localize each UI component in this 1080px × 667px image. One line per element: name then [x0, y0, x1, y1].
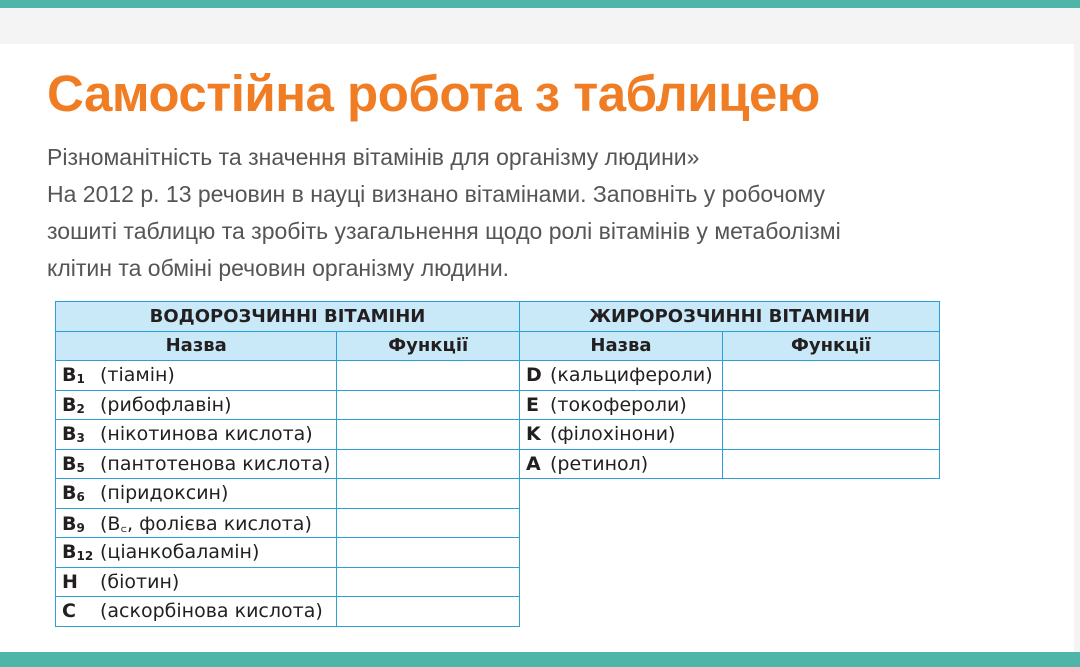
- vitamin-subscript: 12: [76, 549, 94, 564]
- fat-table-header: ЖИРОРОЗЧИННІ ВІТАМІНИ: [520, 302, 940, 332]
- vitamin-subscript: 5: [76, 460, 85, 475]
- vitamin-letter: A: [526, 452, 541, 475]
- table-row: [56, 597, 520, 627]
- vitamin-code: [62, 513, 100, 535]
- table-row: [56, 420, 520, 450]
- vitamin-letter: B: [62, 541, 77, 564]
- table-row: [520, 449, 940, 479]
- functions-cell: [337, 420, 520, 450]
- table-row: [520, 361, 940, 391]
- table-row: [56, 390, 520, 420]
- vitamin-letter: B: [62, 452, 77, 475]
- vitamin-code: [526, 453, 550, 475]
- functions-cell: [337, 479, 520, 509]
- table-row: [520, 420, 940, 450]
- vitamin-name-cell: [56, 538, 337, 568]
- vitamin-letter: B: [62, 482, 77, 505]
- functions-cell: [722, 361, 939, 391]
- fat-soluble-vitamins-table: [519, 301, 940, 479]
- column-header-functions: Функції: [337, 331, 520, 361]
- vitamin-chemical-name: (B꜀, фолієва кислота): [100, 512, 312, 535]
- table-row: [56, 567, 520, 597]
- top-accent-bar: [0, 0, 1080, 8]
- vitamin-chemical-name: (рибофлавін): [100, 393, 232, 416]
- paragraph-line: На 2012 р. 13 речовин в науці визнано вітамінами. Заповніть у робочому: [47, 181, 826, 207]
- vitamin-letter: B: [62, 423, 77, 446]
- table-row: [56, 538, 520, 568]
- vitamin-name-cell: [56, 479, 337, 509]
- vitamin-name-cell: [520, 449, 723, 479]
- vitamin-name-cell: [56, 420, 337, 450]
- vitamin-chemical-name: (ціанкобаламін): [100, 541, 260, 564]
- functions-cell: [337, 597, 520, 627]
- vitamin-chemical-name: (токофероли): [550, 393, 687, 416]
- vitamin-name-cell: [520, 390, 723, 420]
- vitamin-name-cell: [56, 449, 337, 479]
- bottom-accent-bar: [0, 652, 1080, 667]
- table-row: [56, 361, 520, 391]
- functions-cell: [337, 508, 520, 538]
- table-row: [56, 479, 520, 509]
- column-header-name: Назва: [520, 331, 723, 361]
- table-row: [56, 449, 520, 479]
- functions-cell: [337, 538, 520, 568]
- paragraph-line: клітин та обміні речовин організму людини.: [47, 255, 510, 281]
- vitamin-name-cell: [520, 420, 723, 450]
- vitamin-chemical-name: (аскорбінова кислота): [100, 600, 323, 623]
- vitamin-subscript: 1: [76, 372, 85, 387]
- vitamin-code: [62, 423, 100, 445]
- vitamin-name-cell: [520, 361, 723, 391]
- water-table-header: ВОДОРОЗЧИННІ ВІТАМІНИ: [56, 302, 520, 332]
- vitamin-letter: B: [62, 364, 77, 387]
- vitamin-code: [62, 364, 100, 386]
- vitamin-subscript: 9: [76, 520, 85, 535]
- vitamin-letter: H: [62, 570, 78, 593]
- vitamin-code: [526, 364, 550, 386]
- table-row: [520, 390, 940, 420]
- functions-cell: [337, 390, 520, 420]
- paragraph-line: зошиті таблицю та зробіть узагальнення щодо ролі вітамінів у метаболізмі: [47, 218, 841, 244]
- vitamin-letter: E: [526, 393, 539, 416]
- vitamin-chemical-name: (нікотинова кислота): [100, 423, 313, 446]
- vitamin-letter: B: [62, 512, 77, 535]
- vitamin-name-cell: [56, 390, 337, 420]
- vitamin-name-cell: [56, 361, 337, 391]
- vitamin-chemical-name: (біотин): [100, 570, 180, 593]
- vitamin-code: [62, 394, 100, 416]
- functions-cell: [337, 567, 520, 597]
- vitamin-letter: B: [62, 393, 77, 416]
- vitamin-code: [62, 453, 100, 475]
- paragraph-line: Різноманітність та значення вітамінів для організму людини»: [47, 144, 700, 170]
- vitamin-subscript: 3: [76, 431, 85, 446]
- vitamin-chemical-name: (кальцифероли): [550, 364, 713, 387]
- vitamin-code: [526, 423, 550, 445]
- column-header-name: Назва: [56, 331, 337, 361]
- vitamin-subscript: 6: [76, 490, 85, 505]
- vitamin-code: [62, 571, 100, 593]
- vitamin-name-cell: [56, 567, 337, 597]
- functions-cell: [337, 449, 520, 479]
- functions-cell: [722, 390, 939, 420]
- vitamin-chemical-name: (піридоксин): [100, 482, 229, 505]
- vitamin-chemical-name: (ретинол): [550, 452, 649, 475]
- functions-cell: [722, 420, 939, 450]
- vitamin-chemical-name: (філохінони): [550, 423, 676, 446]
- vitamin-name-cell: [56, 508, 337, 538]
- slide-paragraph: [47, 139, 1027, 287]
- vitamin-name-cell: [56, 597, 337, 627]
- table-row: [56, 508, 520, 538]
- vitamin-subscript: 2: [76, 401, 85, 416]
- functions-cell: [722, 449, 939, 479]
- water-soluble-vitamins-table: [55, 301, 520, 627]
- vitamin-code: [62, 541, 100, 563]
- vitamin-letter: C: [62, 600, 76, 623]
- vitamin-chemical-name: (пантотенова кислота): [100, 452, 331, 475]
- vitamin-code: [62, 482, 100, 504]
- column-header-functions: Функції: [722, 331, 939, 361]
- vitamin-chemical-name: (тіамін): [100, 364, 175, 387]
- vitamin-code: [62, 600, 100, 622]
- vitamin-letter: D: [526, 364, 542, 387]
- functions-cell: [337, 361, 520, 391]
- vitamin-letter: K: [526, 423, 541, 446]
- vitamin-code: [526, 394, 550, 416]
- slide-title: Самостійна робота з таблицею: [47, 65, 820, 122]
